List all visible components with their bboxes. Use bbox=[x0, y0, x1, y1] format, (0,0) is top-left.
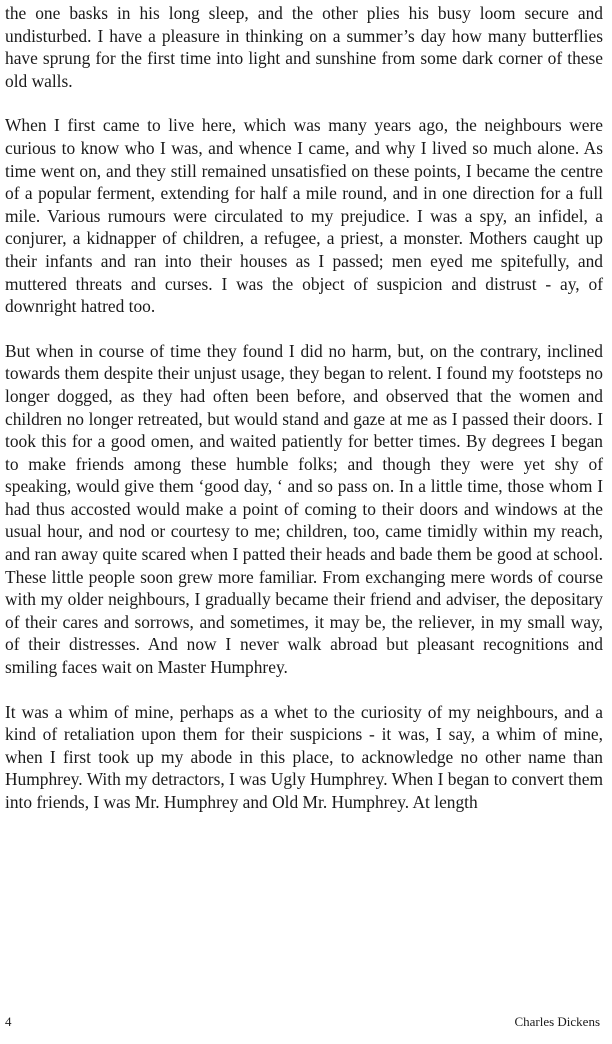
page-number: 4 bbox=[5, 1014, 12, 1029]
paragraph-name-humphrey: It was a whim of mine, perhaps as a whet to the curiosity of my neighbours, and a kind of retaliation upon them for their suspicions - it was, I say, a whim of mine, when I first took up my abode in this place, to acknowledge no other name than Humphrey. With my detractors, I was Ugly Humphrey. When I began to convert them into friends, I was Mr. Humphrey and Old Mr. Humphrey. At length bbox=[5, 701, 603, 812]
body-text bbox=[5, 2, 603, 836]
paragraph-butterflies: the one basks in his long sleep, and the other plies his busy loom secure and undisturbed. I have a pleasure in thinking on a summer’s day how many butterflies have sprung for the first time into light and sunshine from some dark corner of these old walls. bbox=[5, 3, 603, 91]
paragraph-friendship: But when in course of time they found I did no harm, but, on the contrary, inclined towards them despite their unjust usage, they began to relent. I found my footsteps no longer dogged, as they had often been before, and observed that the women and children no longer retreated, but would stand and gaze at me as I passed their doors. I took this for a good omen, and waited patiently for better times. By degrees I began to make friends among these humble folks; and though they were yet shy of speaking, would give them ‘good day, ‘ and so pass on. In a little time, those whom I had thus accosted would make a point of coming to their doors and windows at the usual hour, and nod or courtesy to me; children, too, came timidly within my reach, and ran away quite scared when I patted their heads and bade them be good at school. These little people soon grew more familiar. From exchanging mere words of course with my older neighbours, I gradually became their friend and adviser, the depositary of their cares and sorrows, and sometimes, it may be, the reliever, in my small way, of their distresses. And now I never walk abroad but pleasant recognitions and smiling faces wait on Master Humphrey. bbox=[5, 340, 603, 678]
running-author: Charles Dickens bbox=[514, 1014, 600, 1029]
paragraph-rumours: When I first came to live here, which was many years ago, the neighbours were curious to know who I was, and whence I came, and why I lived so much alone. As time went on, and they still remained unsatisfied on these points, I became the centre of a popular ferment, extending for half a mile round, and in one direction for a full mile. Various rumours were circulated to my prejudice. I was a spy, an infidel, a conjurer, a kidnapper of children, a refugee, a priest, a monster. Mothers caught up their infants and ran into their houses as I passed; men eyed me spitefully, and muttered threats and curses. I was the object of suspicion and distrust - ay, of downright hatred too. bbox=[5, 115, 603, 317]
page-footer bbox=[5, 1013, 600, 1031]
